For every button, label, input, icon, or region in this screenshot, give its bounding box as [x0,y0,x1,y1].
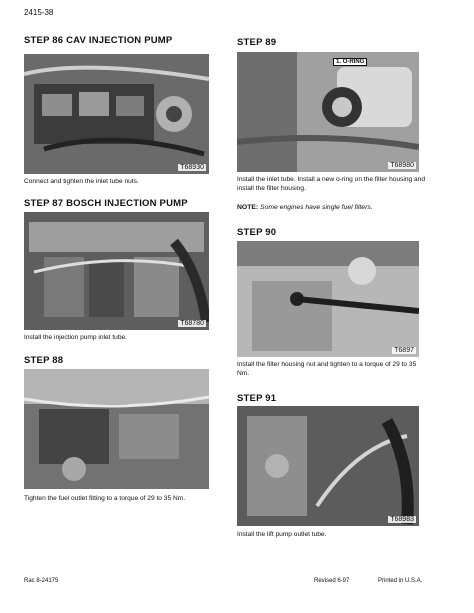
filter-nut-photo-illustration [237,241,419,357]
injection-pump-photo-illustration [24,212,209,330]
lift-pump-photo-illustration [237,406,419,526]
filter-housing-photo-illustration [237,52,419,172]
step-88-heading: STEP 88 [24,355,64,366]
figure-id: T68980 [390,162,414,169]
note-text: Some engines have single fuel filters. [260,204,373,211]
step-91-photo [237,406,419,526]
figure-id: T6897 [394,347,414,354]
note-label: NOTE: [237,204,259,211]
step-89-heading: STEP 89 [237,37,277,48]
footer-revision: Revised 6-97 [314,578,350,584]
step-87-heading: STEP 87 BOSCH INJECTION PUMP [24,198,188,209]
step-87-photo [24,212,209,330]
engine-photo-illustration [24,54,209,174]
page-code: 2415-38 [24,8,54,17]
step-88-caption: Tighten the fuel outlet fitting to a torque of 29 to 35 Nm. [24,495,186,502]
step-90-photo [237,241,419,357]
step-86-caption: Connect and tighten the inlet tube nuts. [24,178,139,185]
figure-id: T68983 [390,516,414,523]
step-86-heading: STEP 86 CAV INJECTION PUMP [24,35,173,46]
step-89-caption: Install the inlet tube. Install a new o-ring on the filter housing and install the filter housing. [237,176,426,192]
figure-id: T68780 [180,320,204,327]
o-ring-callout: 1. O-RING [333,58,367,66]
note [237,203,437,212]
step-87-caption: Install the injection pump inlet tube. [24,334,127,341]
step-89-photo [237,52,419,172]
step-86-photo [24,54,209,174]
step-91-caption: Install the lift pump outlet tube. [237,531,327,538]
step-90-heading: STEP 90 [237,227,277,238]
step-91-heading: STEP 91 [237,393,277,404]
fuel-outlet-photo-illustration [24,369,209,489]
step-90-caption: Install the filter housing nut and tighten to a torque of 29 to 35 Nm. [237,361,417,377]
footer-printed: Printed in U.S.A. [378,578,423,584]
figure-id: T68930 [180,164,204,171]
step-88-photo [24,369,209,489]
footer-doc-number: Rac 8-24175 [24,578,59,584]
